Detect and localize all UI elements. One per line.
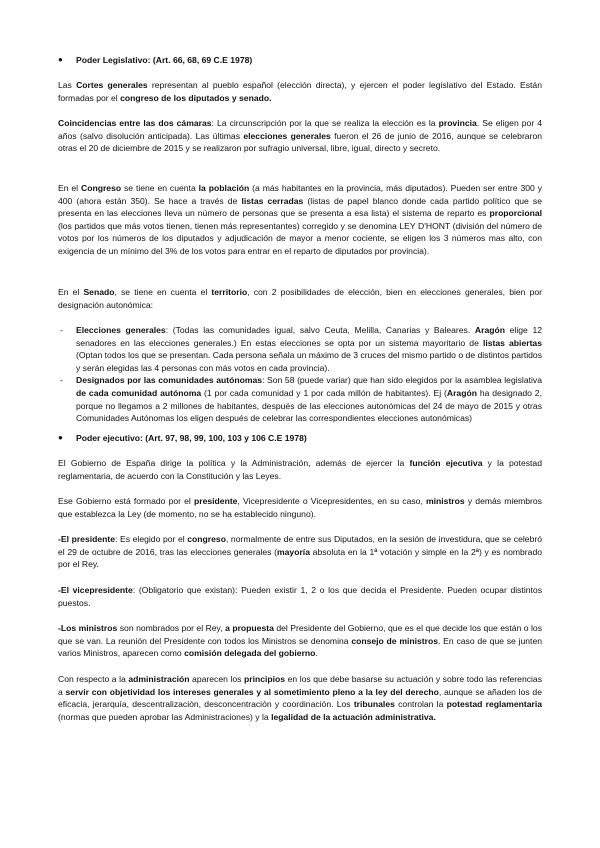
bold-text: presidente (194, 496, 238, 506)
text: y demás miembros que establezca la Ley (de momento, no se ha establecido ninguno). (58, 496, 542, 519)
text: fueron el 26 de junio de 2016, aunque se celebraron otras el 20 de diciembre de 2015 y se realizaron por sufragio universal, libre, igual, directo y secreto. (58, 130, 543, 154)
section-heading-legislativo (58, 54, 542, 67)
list-item-elecciones-generales (58, 324, 542, 374)
bold-text: Elecciones generales (76, 325, 166, 335)
section-title: Poder ejecutivo: (76, 433, 143, 443)
text: : Son 58 (puede variar) que han sido elegidos por la asamblea legislativa (262, 375, 542, 386)
bold-text: de cada comunidad autónoma (76, 387, 202, 398)
text: son nombrados por el Rey, (117, 623, 226, 633)
bold-text: -Los ministros (58, 623, 118, 633)
bold-text: Congreso (80, 183, 122, 193)
bold-text: legalidad de la actuación administrativa. (271, 711, 436, 722)
text: . En caso de que se junten varios Ministros, aparecen como (58, 635, 543, 659)
bold-text: potestad reglamentaria (446, 699, 543, 710)
text: : Es elegido por el (115, 534, 188, 544)
paragraph-gobierno (58, 457, 542, 482)
bullet-icon: ● (58, 55, 63, 64)
bold-text: -El presidente (58, 534, 116, 544)
text: Con respecto a la (58, 674, 129, 684)
bold-text: Cortes generales (76, 80, 148, 90)
text: , aunque se añaden los de eficacia, jerarquía, descentralización, desconcentración y coordinación. Los (58, 686, 542, 710)
text: Ese Gobierno está formado por el (58, 496, 194, 506)
paragraph-administracion (58, 673, 542, 723)
section-article-ref: (Art. 97, 98, 99, (145, 433, 206, 443)
text: (Optan todos los que se presentan. Cada persona señala un máximo de 3 cruces del mismo partido o de distintos partidos y serán elegidas las 4 personas con más votos en cada provincia). (76, 350, 542, 373)
text: , se tiene en cuenta el (114, 287, 212, 297)
bold-text: consejo de ministros (351, 635, 439, 646)
text: , Vicepresidente o Vicepresidentes, en su caso, (237, 496, 426, 506)
bold-text: tribunales (353, 699, 395, 710)
bold-text: mayoría (277, 546, 310, 557)
text: : (Obligatorio que existan): Pueden existir 1, 2 o los que decida el Presidente. Pueden ocupar distintos puestos. (58, 585, 542, 608)
bold-text: listas cerradas (241, 195, 304, 206)
paragraph-congreso (58, 182, 542, 258)
section-article-ref: 100, 103 y 106 C.E 1978) (208, 433, 307, 443)
text: del Presidente del Gobierno, que es el que decide los que están o los que se van. La reunión del Presidente con todos los Ministros se denomina (58, 623, 542, 646)
bold-text: ministros (426, 496, 465, 506)
text: , normalmente de entre sus Diputados, en la sesión de investidura, que se celebró el 29 de octubre de 2016, tras las elecciones generales ( (58, 534, 542, 557)
bold-text: congreso (187, 534, 226, 544)
text: controlan la (394, 699, 447, 710)
text: : (Todas las comunidades igual, salvo Ceuta, Melilla, Canarias y Baleares. (165, 325, 475, 335)
text: aparecen los (189, 674, 244, 684)
dash-bullet: - (60, 375, 63, 386)
paragraph-formado (58, 495, 542, 520)
bold-text: elecciones generales (243, 130, 331, 141)
section-heading-ejecutivo (58, 432, 542, 445)
bullet-icon: ● (58, 433, 63, 442)
text: . Se eligen por 4 años (salvo disolución anticipada). Las últimas (58, 118, 542, 141)
section-article-ref: (Art. 66, 68, 69 C.E 1978) (152, 55, 253, 65)
text: : La circunscripción por la que se realiza la elección es la (211, 118, 439, 128)
senado-election-list (58, 324, 542, 425)
text: (a más habitantes en la provincia, más diputados). Pueden ser entre 300 y 400 (ahora están 350). Se hace a través de (58, 183, 542, 206)
paragraph-ministros (58, 622, 542, 660)
section-title: Poder Legislativo: (76, 55, 151, 65)
bold-text: la población (198, 183, 250, 193)
bold-text: congreso de los diputados y senado. (120, 92, 272, 103)
paragraph-presidente (58, 533, 542, 571)
bold-text: Senado (83, 287, 115, 297)
bold-text: administración (128, 674, 190, 684)
paragraph-cortes-generales (58, 79, 542, 104)
bold-text: función ejecutiva (409, 458, 483, 468)
text: El Gobierno de España dirige la política y la Administración, además de ejercer la (58, 458, 410, 468)
text: representan al pueblo español (elección directa), y ejercen el poder legislativo del Estado. Están formadas por el (58, 80, 542, 103)
text: elige 12 senadores en las elecciones generales.) En estas elecciones se opta por un sistema mayoritario de (76, 325, 542, 348)
text: En el (58, 287, 84, 297)
bold-text: comisión delegada del gobierno (184, 648, 316, 659)
bold-text: servir con objetividad los intereses generales y al sometimiento pleno a la ley del derecho (65, 686, 439, 697)
text: ha designado 2, porque no llegamos a 2 millones de habitantes, después de las elecciones autonómicas del 24 de mayo de 2015 y otras Comunidades Autónomas los eligen después de celebrar las correspondientes elecciones autonómicas) (76, 387, 542, 424)
bold-text: provincia (438, 118, 477, 128)
paragraph-vicepresidente (58, 584, 542, 609)
text: , con 2 posibilidades de elección, bien en elecciones generales, bien por designación autonómica: (58, 287, 542, 310)
text: . (315, 648, 318, 659)
bold-text: Coincidencias entre las dos cámaras (58, 118, 212, 128)
paragraph-senado (58, 286, 542, 311)
text: (los partidos que más votos tienen, tienen más representantes) corregido y se denomina LEY D'HONT (división del número de votos por los números de los diputados y adjudicación de mayor a menor cociente, se eligen los 3 números mas alto, con exigencia de un mínimo del 3% de los votos para entrar en el reparto de diputados por provincia). (58, 220, 542, 256)
paragraph-coincidencias (58, 117, 542, 155)
bold-text: principios (243, 674, 286, 684)
bold-text: Designados por las comunidades autónomas (76, 375, 263, 386)
text: se tiene en cuenta (121, 183, 199, 193)
text: (1 por cada comunidad y 1 por cada millón de habitantes). Ej ( (201, 387, 447, 398)
bold-text: territorio (211, 287, 248, 297)
bold-text: proporcional (489, 208, 542, 219)
text: absoluta en la 1ª votación y simple en la 2ª) y es nombrado por el Rey. (58, 546, 543, 570)
text: y la potestad reglamentaria, de acuerdo con la Constitución y las Leyes. (58, 458, 542, 481)
text: En el (58, 183, 81, 193)
bold-text: a propuesta (225, 623, 274, 633)
bold-text: Aragón (474, 325, 505, 335)
bold-text: -El vicepresidente (58, 585, 133, 595)
list-item-designados (58, 374, 542, 424)
text: en los que debe basarse su actuación y sobre todo las referencias a (58, 674, 543, 697)
text: Las (58, 80, 77, 90)
text: (normas que pueden aprobar las Administraciones) y la (58, 711, 272, 722)
bold-text: listas abiertas (482, 337, 542, 348)
text: (listas de papel blanco donde cada partido político que se presenta en las elecciones lleva un número de personas que se presenta a esa lista) el sistema de reparto es (58, 195, 542, 219)
dash-bullet: - (60, 325, 63, 335)
bold-text: Aragón (446, 387, 477, 398)
